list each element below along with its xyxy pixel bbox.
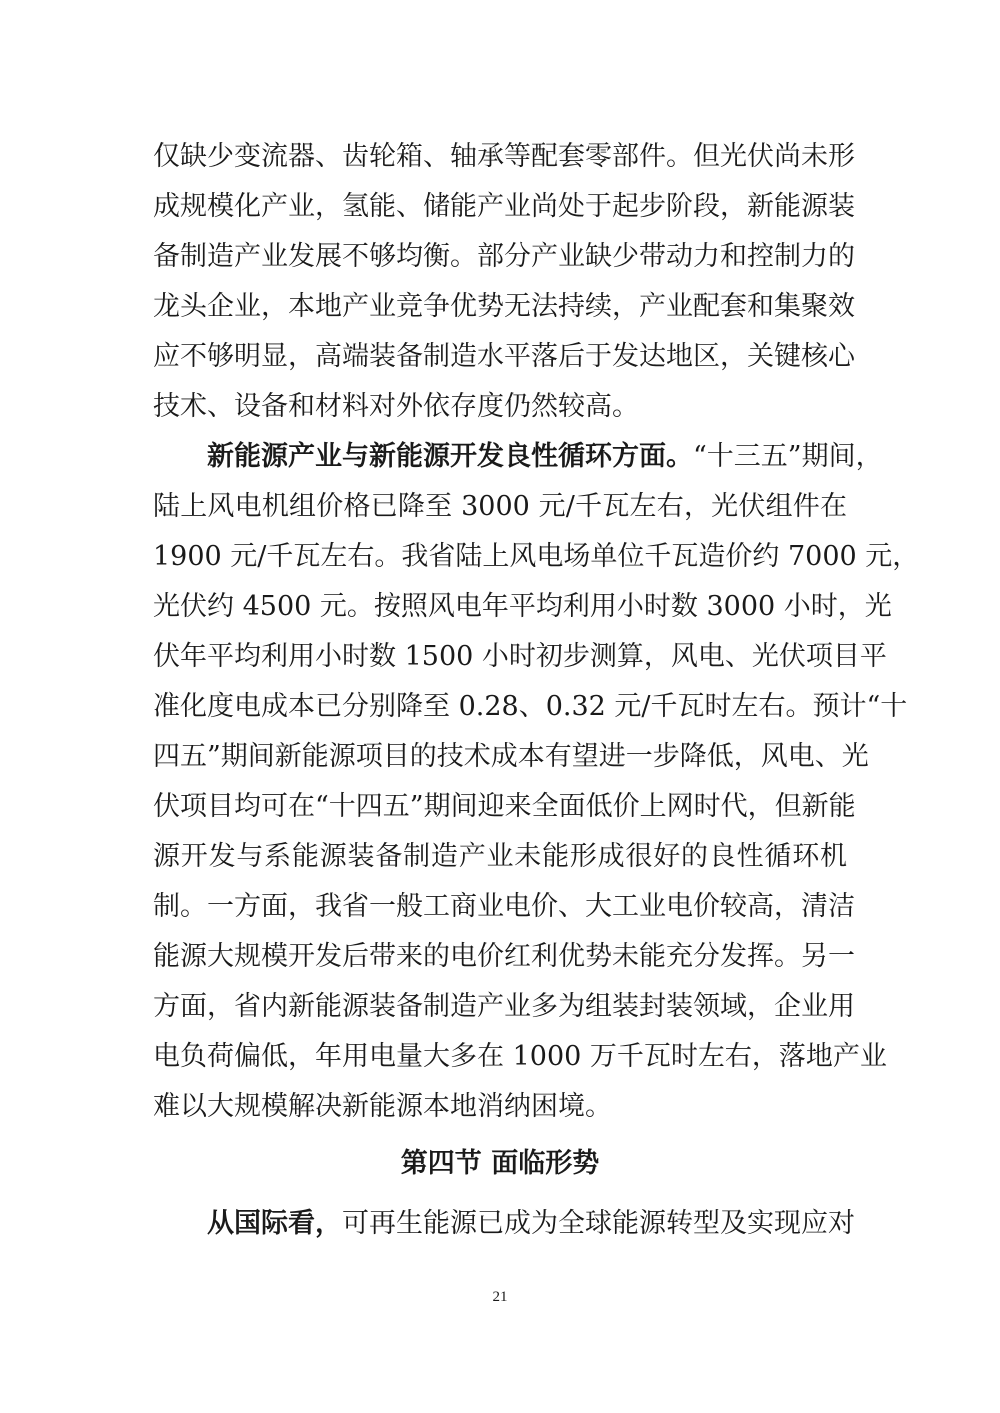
paragraph-2-line-8: 伏项目均可在“十四五”期间迎来全面低价上网时代，但新能	[153, 791, 856, 822]
page-number: 21	[492, 1289, 508, 1305]
paragraph-1-line-2: 成规模化产业，氢能、储能产业尚处于起步阶段，新能源装	[153, 191, 855, 222]
paragraph-3-line-1-rest: 可再生能源已成为全球能源转型及实现应对	[342, 1208, 855, 1239]
paragraph-3-lead: 从国际看，	[207, 1208, 342, 1239]
paragraph-2-line-11: 能源大规模开发后带来的电价红利优势未能充分发挥。另一	[153, 941, 855, 972]
paragraph-2-line-10: 制。一方面，我省一般工商业电价、大工业电价较高，清洁	[153, 891, 855, 922]
paragraph-1-line-5: 应不够明显，高端装备制造水平落后于发达地区，关键核心	[153, 341, 855, 372]
paragraph-2-line-4: 光伏约 4500 元。按照风电年平均利用小时数 3000 小时，光	[153, 591, 892, 622]
paragraph-1-line-6: 技术、设备和材料对外依存度仍然较高。	[153, 391, 639, 422]
paragraph-1-line-3: 备制造产业发展不够均衡。部分产业缺少带动力和控制力的	[153, 241, 855, 272]
paragraph-1-line-1: 仅缺少变流器、齿轮箱、轴承等配套零部件。但光伏尚未形	[153, 141, 855, 172]
paragraph-2-line-7: 四五”期间新能源项目的技术成本有望进一步降低，风电、光	[153, 741, 869, 772]
paragraph-2-line-9: 源开发与系能源装备制造产业未能形成很好的良性循环机	[153, 841, 847, 872]
paragraph-2-line-1-rest: “十三五”期间，	[693, 441, 883, 472]
paragraph-2-line-12: 方面，省内新能源装备制造产业多为组装封装领域，企业用	[153, 991, 855, 1022]
paragraph-2-line-13: 电负荷偏低，年用电量大多在 1000 万千瓦时左右，落地产业	[153, 1041, 887, 1072]
paragraph-2-line-1	[207, 433, 883, 481]
section-heading: 第四节 面临形势	[400, 1148, 600, 1179]
paragraph-2-lead: 新能源产业与新能源开发良性循环方面。	[207, 441, 693, 472]
paragraph-2-line-14: 难以大规模解决新能源本地消纳困境。	[153, 1091, 612, 1122]
paragraph-3-line-1	[207, 1200, 855, 1248]
paragraph-2-line-2: 陆上风电机组价格已降至 3000 元/千瓦左右，光伏组件在	[153, 491, 847, 522]
paragraph-1-line-4: 龙头企业，本地产业竞争优势无法持续，产业配套和集聚效	[153, 291, 855, 322]
paragraph-2-line-5: 伏年平均利用小时数 1500 小时初步测算，风电、光伏项目平	[153, 641, 887, 672]
paragraph-2-line-3: 1900 元/千瓦左右。我省陆上风电场单位千瓦造价约 7000 元，	[153, 541, 920, 572]
paragraph-2-line-6: 准化度电成本已分别降至 0.28、0.32 元/千瓦时左右。预计“十	[153, 691, 908, 722]
